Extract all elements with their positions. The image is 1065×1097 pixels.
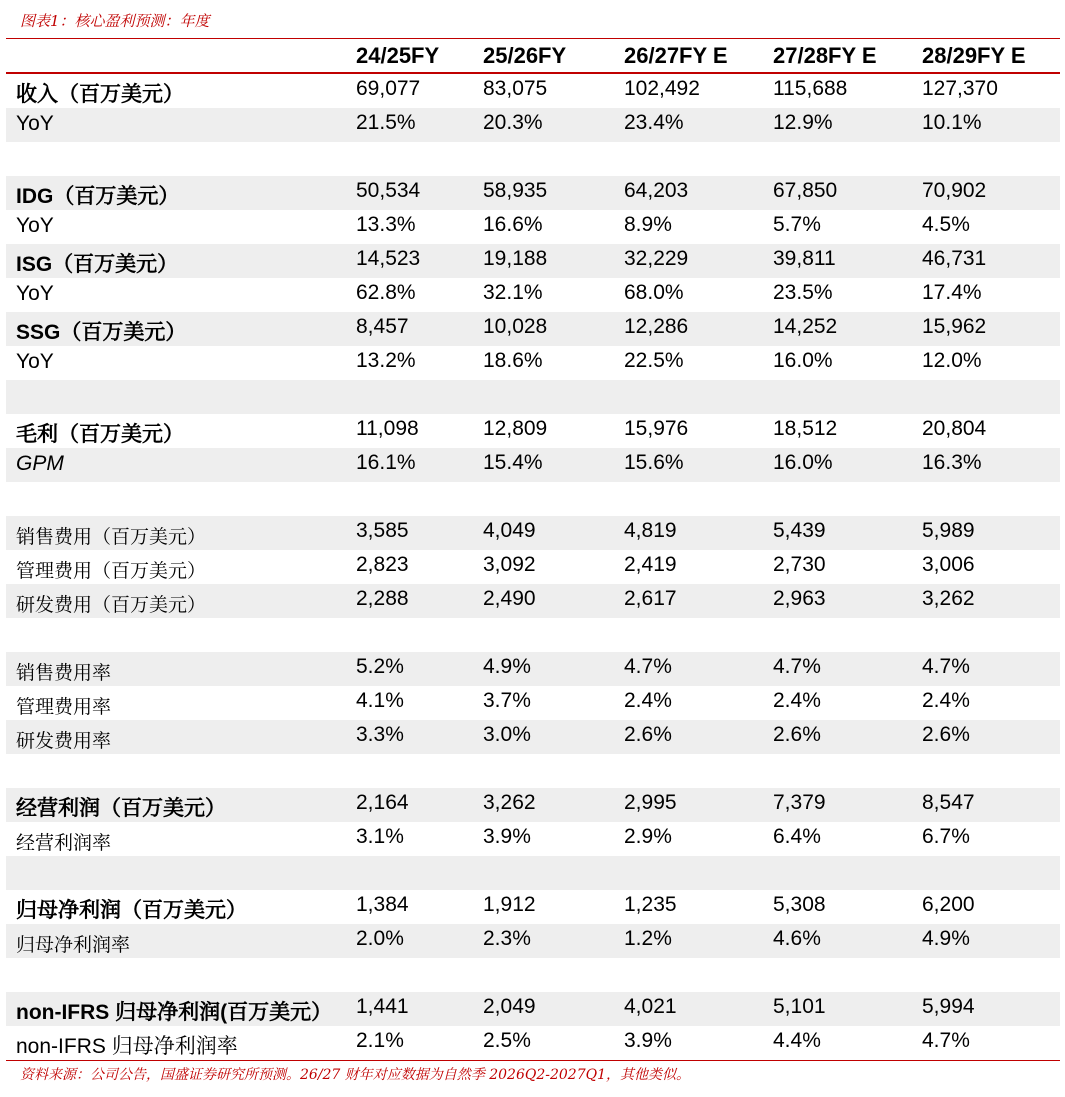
table-cell: 2.5% <box>483 1029 531 1052</box>
spacer-row <box>6 856 1060 890</box>
table-cell: 127,370 <box>922 77 998 100</box>
row-label: 毛利（百万美元） <box>16 423 184 446</box>
row-label: 收入（百万美元） <box>16 83 184 106</box>
column-header: 26/27FY E <box>624 43 728 68</box>
table-row <box>6 244 1060 278</box>
table-cell: 32,229 <box>624 247 689 270</box>
table-cell: 16.0% <box>773 349 833 372</box>
table-cell: 12,809 <box>483 417 548 440</box>
table-cell: 2,963 <box>773 587 826 610</box>
table-cell: 115,688 <box>773 77 848 100</box>
row-label: non-IFRS 归母净利润(百万美元） <box>16 1001 333 1024</box>
table-cell: 62.8% <box>356 281 416 304</box>
table-cell: 3.9% <box>483 825 531 848</box>
row-label: 研发费用率 <box>16 730 112 752</box>
table-cell: 32.1% <box>483 281 543 304</box>
table-cell: 4.4% <box>773 1029 821 1052</box>
spacer-row <box>6 380 1060 414</box>
table-cell: 14,252 <box>773 315 838 338</box>
table-cell: 16.6% <box>483 213 543 236</box>
table-row <box>6 720 1060 754</box>
table-cell: 3.3% <box>356 723 404 746</box>
table-cell: 58,935 <box>483 179 548 202</box>
row-label: YoY <box>16 282 54 305</box>
table-cell: 50,534 <box>356 179 421 202</box>
table-cell: 8,457 <box>356 315 409 338</box>
table-cell: 20.3% <box>483 111 543 134</box>
spacer-row <box>6 958 1060 992</box>
table-row <box>6 108 1060 142</box>
table-row <box>6 448 1060 482</box>
table-cell: 10,028 <box>483 315 548 338</box>
row-label: GPM <box>16 452 64 475</box>
table-cell: 3,262 <box>922 587 975 610</box>
row-label: 经营利润率 <box>16 832 112 854</box>
column-header: 24/25FY <box>356 43 440 68</box>
table-cell: 1,441 <box>356 995 409 1018</box>
table-cell: 3.9% <box>624 1029 672 1052</box>
table-row <box>6 210 1060 244</box>
table-cell: 1,384 <box>356 893 409 916</box>
table-cell: 68.0% <box>624 281 684 304</box>
table-cell: 3,092 <box>483 553 536 576</box>
source-note: 资料来源：公司公告，国盛证券研究所预测。26/27 财年对应数据为自然季 2026Q2-2027Q1，其他类似。 <box>20 1067 691 1083</box>
table-cell: 2.4% <box>922 689 970 712</box>
table-cell: 1,912 <box>483 893 536 916</box>
table-row <box>6 890 1060 924</box>
table-cell: 46,731 <box>922 247 987 270</box>
row-label: 归母净利润率 <box>16 934 131 956</box>
table-cell: 2,049 <box>483 995 536 1018</box>
table-cell: 14,523 <box>356 247 421 270</box>
row-label: 管理费用率 <box>16 696 112 718</box>
table-cell: 5,439 <box>773 519 826 542</box>
table-cell: 4.6% <box>773 927 821 950</box>
table-cell: 4.7% <box>922 1029 970 1052</box>
table-cell: 4.7% <box>773 655 821 678</box>
table-cell: 15,976 <box>624 417 689 440</box>
table-header <box>6 40 1060 72</box>
table-cell: 4.5% <box>922 213 970 236</box>
table-cell: 2,823 <box>356 553 409 576</box>
table-cell: 16.1% <box>356 451 416 474</box>
table-cell: 4.7% <box>624 655 672 678</box>
table-cell: 102,492 <box>624 77 700 100</box>
row-label: 归母净利润（百万美元） <box>16 899 247 922</box>
table-cell: 4,049 <box>483 519 536 542</box>
table-row <box>6 584 1060 618</box>
table-row <box>6 176 1060 210</box>
table-cell: 12.9% <box>773 111 833 134</box>
table-cell: 67,850 <box>773 179 838 202</box>
table-cell: 2,490 <box>483 587 536 610</box>
table-cell: 1,235 <box>624 893 677 916</box>
table-cell: 16.3% <box>922 451 982 474</box>
table-cell: 2.4% <box>773 689 821 712</box>
table-cell: 2,617 <box>624 587 677 610</box>
row-label: ISG（百万美元） <box>16 253 179 276</box>
table-row <box>6 822 1060 856</box>
row-label: SSG（百万美元） <box>16 321 187 344</box>
table-row <box>6 550 1060 584</box>
row-label: non-IFRS 归母净利润率 <box>16 1035 238 1058</box>
table-row <box>6 1026 1060 1060</box>
table-cell: 3.7% <box>483 689 531 712</box>
table-cell: 3.1% <box>356 825 404 848</box>
row-label: 研发费用（百万美元） <box>16 594 207 616</box>
table-cell: 5,101 <box>773 995 826 1018</box>
table-body <box>6 74 1060 1060</box>
table-cell: 2.4% <box>624 689 672 712</box>
table-cell: 3.0% <box>483 723 531 746</box>
spacer-row <box>6 618 1060 652</box>
table-row <box>6 652 1060 686</box>
column-header: 28/29FY E <box>922 43 1026 68</box>
table-cell: 83,075 <box>483 77 548 100</box>
table-row <box>6 924 1060 958</box>
table-cell: 18,512 <box>773 417 838 440</box>
table-cell: 2.3% <box>483 927 531 950</box>
table-cell: 5,989 <box>922 519 975 542</box>
table-cell: 69,077 <box>356 77 421 100</box>
table-row <box>6 686 1060 720</box>
table-row <box>6 788 1060 822</box>
table-row <box>6 346 1060 380</box>
spacer-row <box>6 142 1060 176</box>
table-cell: 2,164 <box>356 791 409 814</box>
table-cell: 4.9% <box>922 927 970 950</box>
top-rule <box>6 38 1060 39</box>
column-header: 25/26FY <box>483 43 567 68</box>
table-cell: 2,288 <box>356 587 409 610</box>
table-cell: 12.0% <box>922 349 982 372</box>
table-cell: 2,995 <box>624 791 677 814</box>
row-label: IDG（百万美元） <box>16 185 180 208</box>
table-cell: 4.1% <box>356 689 404 712</box>
table-caption: 图表1：核心盈利预测：年度 <box>20 12 210 30</box>
table-row <box>6 414 1060 448</box>
spacer-row <box>6 482 1060 516</box>
table-cell: 4.7% <box>922 655 970 678</box>
table-row <box>6 74 1060 108</box>
table-cell: 8,547 <box>922 791 975 814</box>
table-cell: 3,262 <box>483 791 536 814</box>
table-cell: 3,585 <box>356 519 409 542</box>
table-cell: 2,419 <box>624 553 677 576</box>
table-cell: 5.7% <box>773 213 821 236</box>
row-label: 销售费用（百万美元） <box>16 526 207 548</box>
table-cell: 10.1% <box>922 111 982 134</box>
row-label: YoY <box>16 112 54 135</box>
table-cell: 4,819 <box>624 519 677 542</box>
table-cell: 19,188 <box>483 247 548 270</box>
table-cell: 6.7% <box>922 825 970 848</box>
table-cell: 12,286 <box>624 315 689 338</box>
table-cell: 2.9% <box>624 825 672 848</box>
table-row <box>6 312 1060 346</box>
table-cell: 5,994 <box>922 995 975 1018</box>
spacer-row <box>6 754 1060 788</box>
table-cell: 23.4% <box>624 111 684 134</box>
table-cell: 21.5% <box>356 111 416 134</box>
table-cell: 2.6% <box>773 723 821 746</box>
table-row <box>6 516 1060 550</box>
table-cell: 15.6% <box>624 451 684 474</box>
table-cell: 70,902 <box>922 179 987 202</box>
row-label: 经营利润（百万美元） <box>16 797 226 820</box>
table-cell: 22.5% <box>624 349 684 372</box>
table-cell: 2.1% <box>356 1029 404 1052</box>
table-cell: 6.4% <box>773 825 821 848</box>
table-cell: 64,203 <box>624 179 689 202</box>
table-cell: 2,730 <box>773 553 826 576</box>
table-cell: 2.6% <box>624 723 672 746</box>
table-cell: 6,200 <box>922 893 975 916</box>
table-cell: 23.5% <box>773 281 833 304</box>
column-header: 27/28FY E <box>773 43 877 68</box>
table-cell: 18.6% <box>483 349 543 372</box>
table-cell: 7,379 <box>773 791 826 814</box>
table-cell: 1.2% <box>624 927 672 950</box>
table-cell: 13.3% <box>356 213 416 236</box>
row-label: YoY <box>16 214 54 237</box>
table-cell: 8.9% <box>624 213 672 236</box>
table-cell: 5,308 <box>773 893 826 916</box>
table-row <box>6 278 1060 312</box>
table-cell: 4.9% <box>483 655 531 678</box>
table-cell: 11,098 <box>356 417 419 440</box>
table-cell: 3,006 <box>922 553 975 576</box>
table-cell: 5.2% <box>356 655 404 678</box>
table-cell: 2.0% <box>356 927 404 950</box>
table-cell: 17.4% <box>922 281 982 304</box>
table-row <box>6 992 1060 1026</box>
table-cell: 15.4% <box>483 451 543 474</box>
table-cell: 15,962 <box>922 315 987 338</box>
row-label: 管理费用（百万美元） <box>16 560 207 582</box>
table-cell: 20,804 <box>922 417 987 440</box>
row-label: YoY <box>16 350 54 373</box>
table-cell: 39,811 <box>773 247 836 270</box>
table-cell: 2.6% <box>922 723 970 746</box>
table-cell: 16.0% <box>773 451 833 474</box>
table-cell: 4,021 <box>624 995 677 1018</box>
table-cell: 13.2% <box>356 349 416 372</box>
row-label: 销售费用率 <box>16 662 112 684</box>
bottom-rule <box>6 1060 1060 1061</box>
